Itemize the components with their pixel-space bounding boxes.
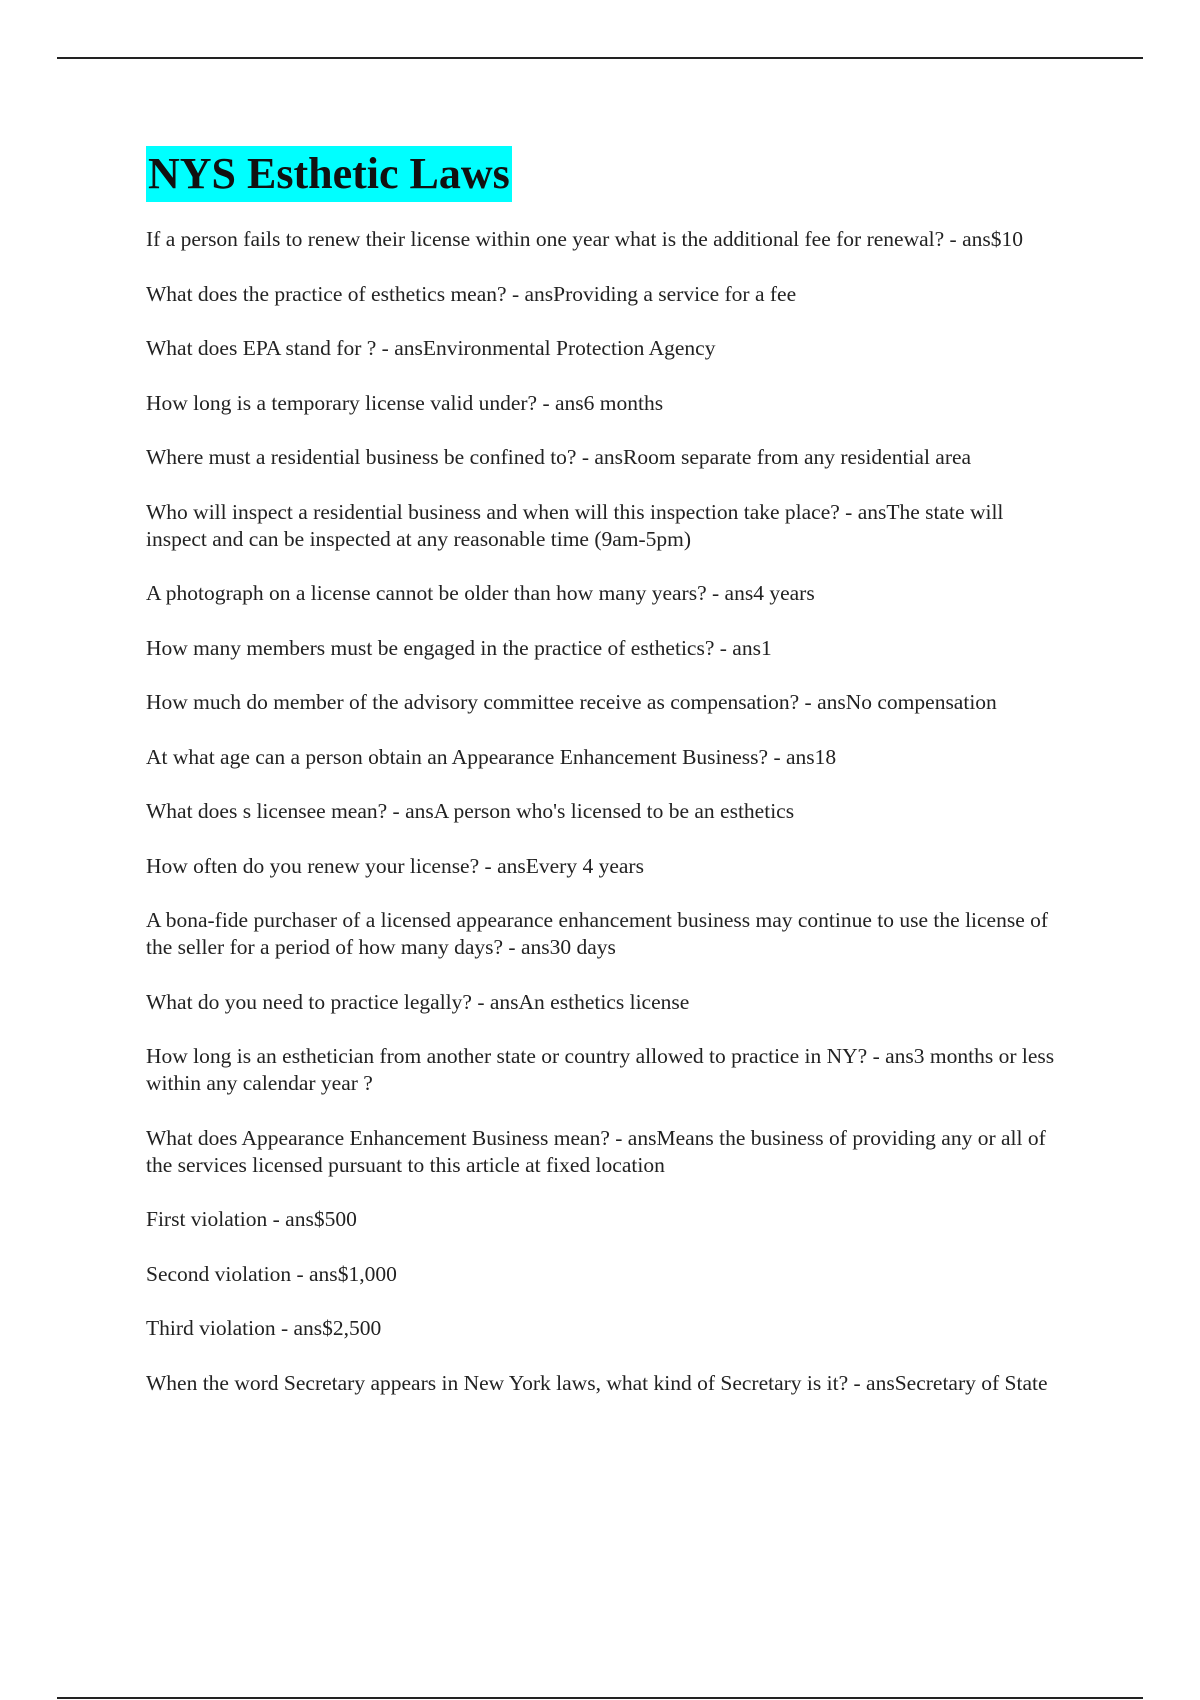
question: A photograph on a license cannot be older than how many years?: [146, 581, 707, 605]
answer: $1,000: [337, 1261, 397, 1286]
answer: Secretary of State: [894, 1370, 1048, 1395]
qa-item: [146, 798, 1056, 825]
answer-separator: - ans: [471, 989, 519, 1014]
question: What do you need to practice legally?: [146, 989, 472, 1014]
question: If a person fails to renew their license within one year what is the additional fee for renewal?: [146, 227, 945, 251]
qa-item: [146, 226, 1056, 253]
qa-item: [146, 1206, 1056, 1233]
qa-item: [146, 1370, 1056, 1397]
question: What does Appearance Enhancement Business mean?: [146, 1125, 610, 1150]
answer: 4 years: [753, 581, 815, 605]
document-title: NYS Esthetic Laws: [146, 146, 512, 202]
answer: 6 months: [583, 390, 664, 415]
question: A bona-fide purchaser of a licensed appearance enhancement business may continue to use the license of the seller for a period of how many days?: [146, 908, 1049, 959]
qa-item: [146, 1043, 1056, 1097]
question: How often do you renew your license?: [146, 853, 480, 878]
qa-item: [146, 444, 1056, 471]
answer-separator: - ans: [848, 1370, 895, 1395]
answer: An esthetics license: [518, 989, 690, 1014]
question: What does the practice of esthetics mean?: [146, 281, 507, 306]
question: How many members must be engaged in the practice of esthetics?: [146, 635, 715, 660]
question: Who will inspect a residential business and when will this inspection take place?: [146, 499, 840, 524]
qa-item: [146, 744, 1056, 771]
qa-item: [146, 390, 1056, 417]
qa-item: [146, 580, 1056, 607]
answer-separator: - ans: [706, 581, 754, 605]
answer-separator: - ans: [944, 227, 991, 251]
question: How much do member of the advisory committee receive as compensation?: [146, 690, 800, 714]
answer: $10: [990, 227, 1023, 251]
question: What does s licensee mean?: [146, 799, 388, 823]
answer: 30 days: [549, 935, 616, 959]
answer-separator: - ans: [867, 1044, 914, 1068]
answer-separator: - ans: [275, 1316, 323, 1340]
answer-separator: - ans: [506, 281, 554, 306]
answer: 1: [760, 635, 772, 660]
answer-separator: - ans: [714, 635, 761, 660]
answer: The state will inspect and can be inspected at any reasonable time (9am-5pm): [146, 499, 1004, 551]
qa-list: [146, 226, 1056, 1397]
question: First violation: [146, 1207, 268, 1231]
answer: $2,500: [322, 1316, 382, 1340]
answer-separator: - ans: [799, 690, 846, 714]
question: Second violation: [146, 1261, 292, 1286]
answer: $500: [313, 1207, 357, 1231]
qa-item: [146, 635, 1056, 662]
answer-separator: - ans: [839, 499, 887, 524]
qa-item: [146, 1125, 1056, 1179]
answer: A person who's licensed to be an esthetics: [433, 799, 795, 823]
question: What does EPA stand for ?: [146, 336, 377, 360]
qa-item: [146, 689, 1056, 716]
question: When the word Secretary appears in New York laws, what kind of Secretary is it?: [146, 1370, 849, 1395]
answer-separator: - ans: [609, 1125, 657, 1150]
top-rule: [57, 57, 1143, 59]
question: Third violation: [146, 1316, 276, 1340]
answer-separator: - ans: [576, 445, 624, 469]
qa-item: [146, 1261, 1056, 1288]
answer-separator: - ans: [291, 1261, 338, 1286]
answer: Providing a service for a fee: [553, 281, 797, 306]
answer: 18: [814, 744, 837, 769]
answer-separator: - ans: [376, 336, 423, 360]
answer: 3 months or less within any calendar year ?: [146, 1044, 1055, 1095]
qa-item: [146, 907, 1056, 961]
answer: No compensation: [845, 690, 997, 714]
answer-separator: - ans: [503, 935, 550, 959]
qa-item: [146, 853, 1056, 880]
question: How long is an esthetician from another state or country allowed to practice in NY?: [146, 1044, 868, 1068]
answer-separator: - ans: [768, 744, 815, 769]
answer: Room separate from any residential area: [623, 445, 972, 469]
bottom-rule: [57, 1697, 1143, 1699]
qa-item: [146, 281, 1056, 308]
answer: Every 4 years: [525, 853, 644, 878]
question: Where must a residential business be confined to?: [146, 445, 577, 469]
answer-separator: - ans: [267, 1207, 314, 1231]
qa-item: [146, 499, 1056, 553]
answer: Means the business of providing any or all of the services licensed pursuant to this article at fixed location: [146, 1125, 1046, 1177]
qa-item: [146, 335, 1056, 362]
question: How long is a temporary license valid under?: [146, 390, 538, 415]
qa-item: [146, 1315, 1056, 1342]
qa-item: [146, 989, 1056, 1016]
answer-separator: - ans: [387, 799, 434, 823]
answer-separator: - ans: [479, 853, 526, 878]
answer: Environmental Protection Agency: [422, 336, 716, 360]
answer-separator: - ans: [537, 390, 584, 415]
question: At what age can a person obtain an Appearance Enhancement Business?: [146, 744, 769, 769]
document-body: [146, 146, 1056, 1424]
